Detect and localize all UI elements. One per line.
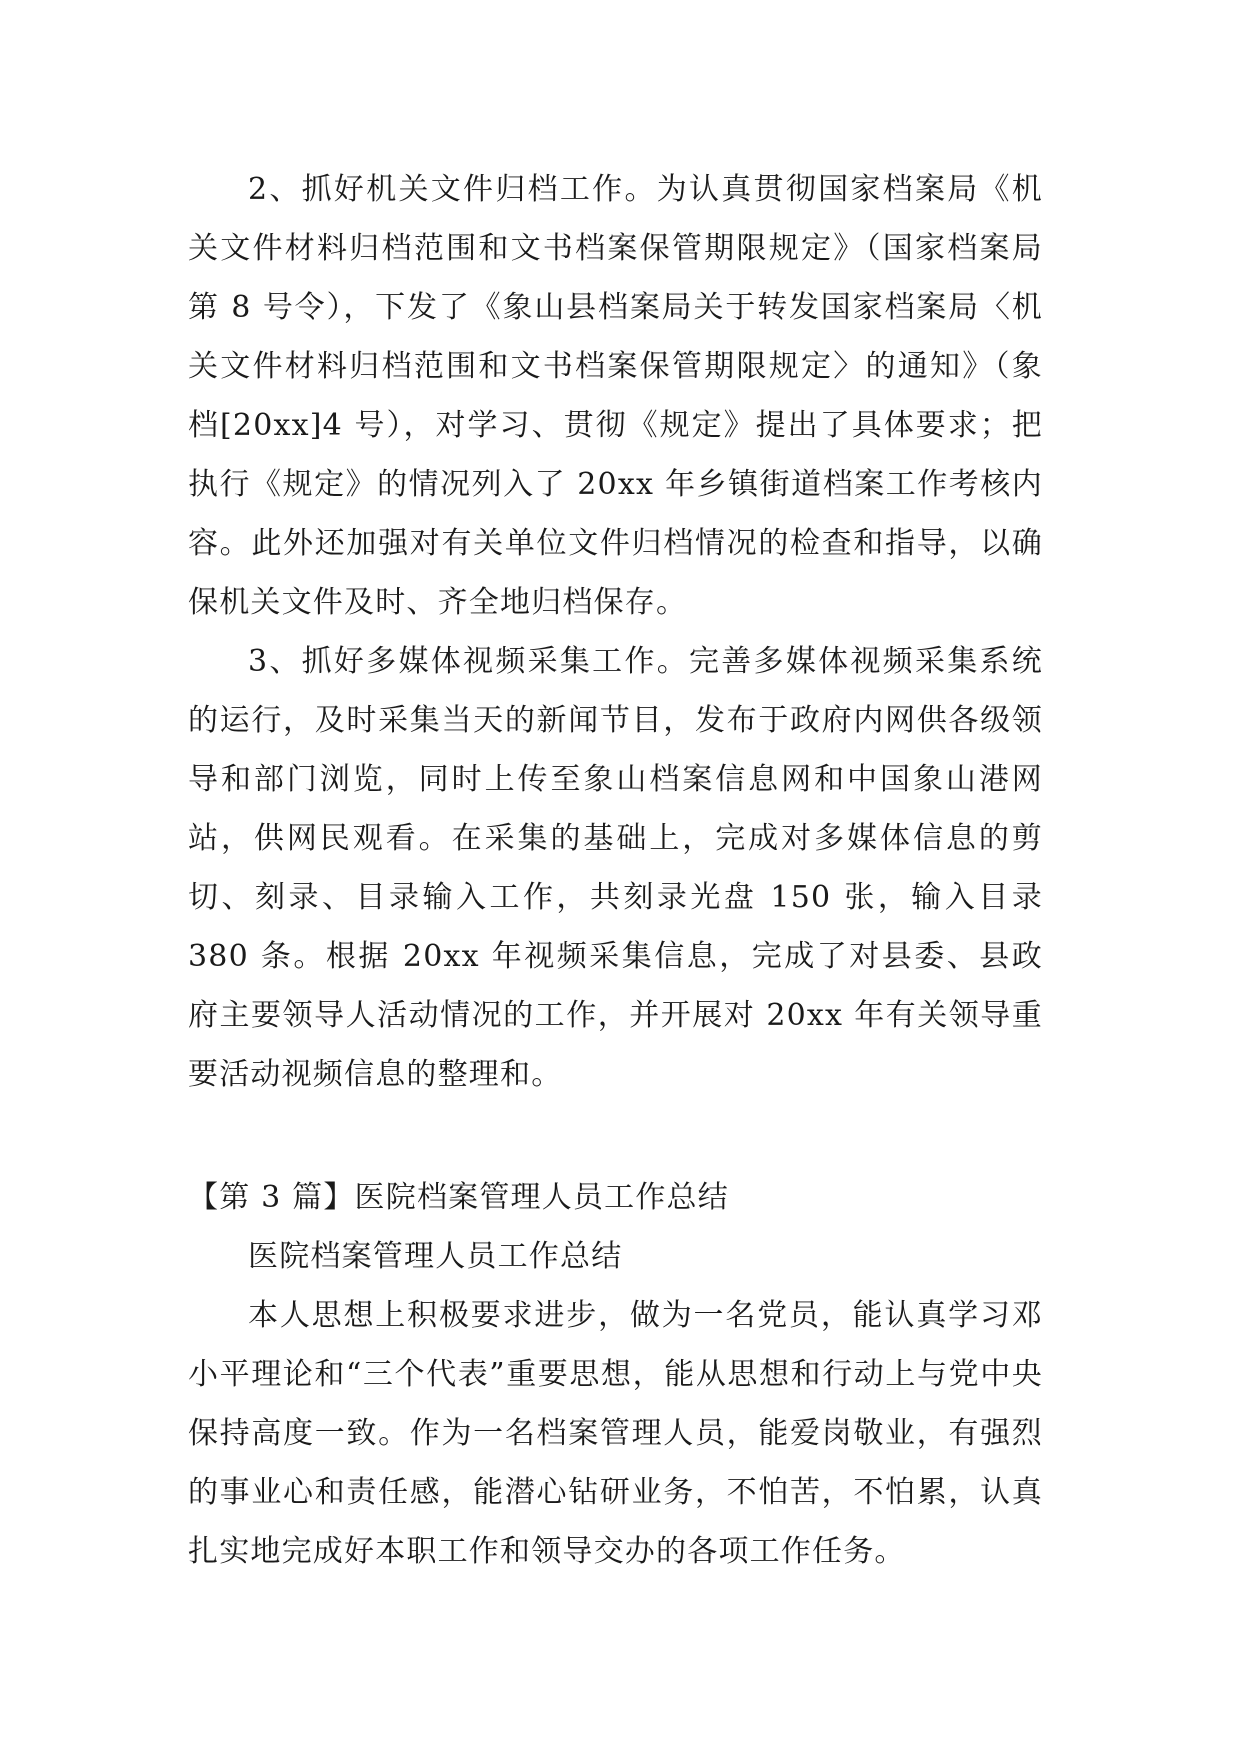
section-subtitle: 医院档案管理人员工作总结 xyxy=(248,1239,623,1274)
document-body xyxy=(188,160,1043,1581)
paragraph-archiving-work: 2、抓好机关文件归档工作。为认真贯彻国家档案局《机关文件材料归档范围和文书档案保管期限规定》（国家档案局第 8 号令），下发了《象山县档案局关于转发国家档案局〈机关文件材料归档范围和文书档案保管期限规定〉的通知》（象档[20xx]4 号），对学习、贯彻《规定》提出了具体要求；把执行《规定》的情况列入了 20xx 年乡镇街道档案工作考核内容。此外还加强对有关单位文件归档情况的检查和指导，以确保机关文件及时、齐全地归档保存。 xyxy=(188,172,1043,620)
paragraph-multimedia-work: 3、抓好多媒体视频采集工作。完善多媒体视频采集系统的运行，及时采集当天的新闻节目，发布于政府内网供各级领导和部门浏览，同时上传至象山档案信息网和中国象山港网站，供网民观看。在采集的基础上，完成对多媒体信息的剪切、刻录、目录输入工作，共刻录光盘 150 张，输入目录 380 条。根据 20xx 年视频采集信息，完成了对县委、县政府主要领导人活动情况的工作，并开展对 20xx 年有关领导重要活动视频信息的整理和。 xyxy=(188,644,1043,1092)
paragraph-personal-summary: 本人思想上积极要求进步，做为一名党员，能认真学习邓小平理论和“三个代表”重要思想，能从思想和行动上与党中央保持高度一致。作为一名档案管理人员，能爱岗敬业，有强烈的事业心和责任感，能潜心钻研业务，不怕苦，不怕累，认真扎实地完成好本职工作和领导交办的各项工作任务。 xyxy=(188,1298,1043,1569)
section-heading: 【第 3 篇】医院档案管理人员工作总结 xyxy=(188,1180,729,1215)
